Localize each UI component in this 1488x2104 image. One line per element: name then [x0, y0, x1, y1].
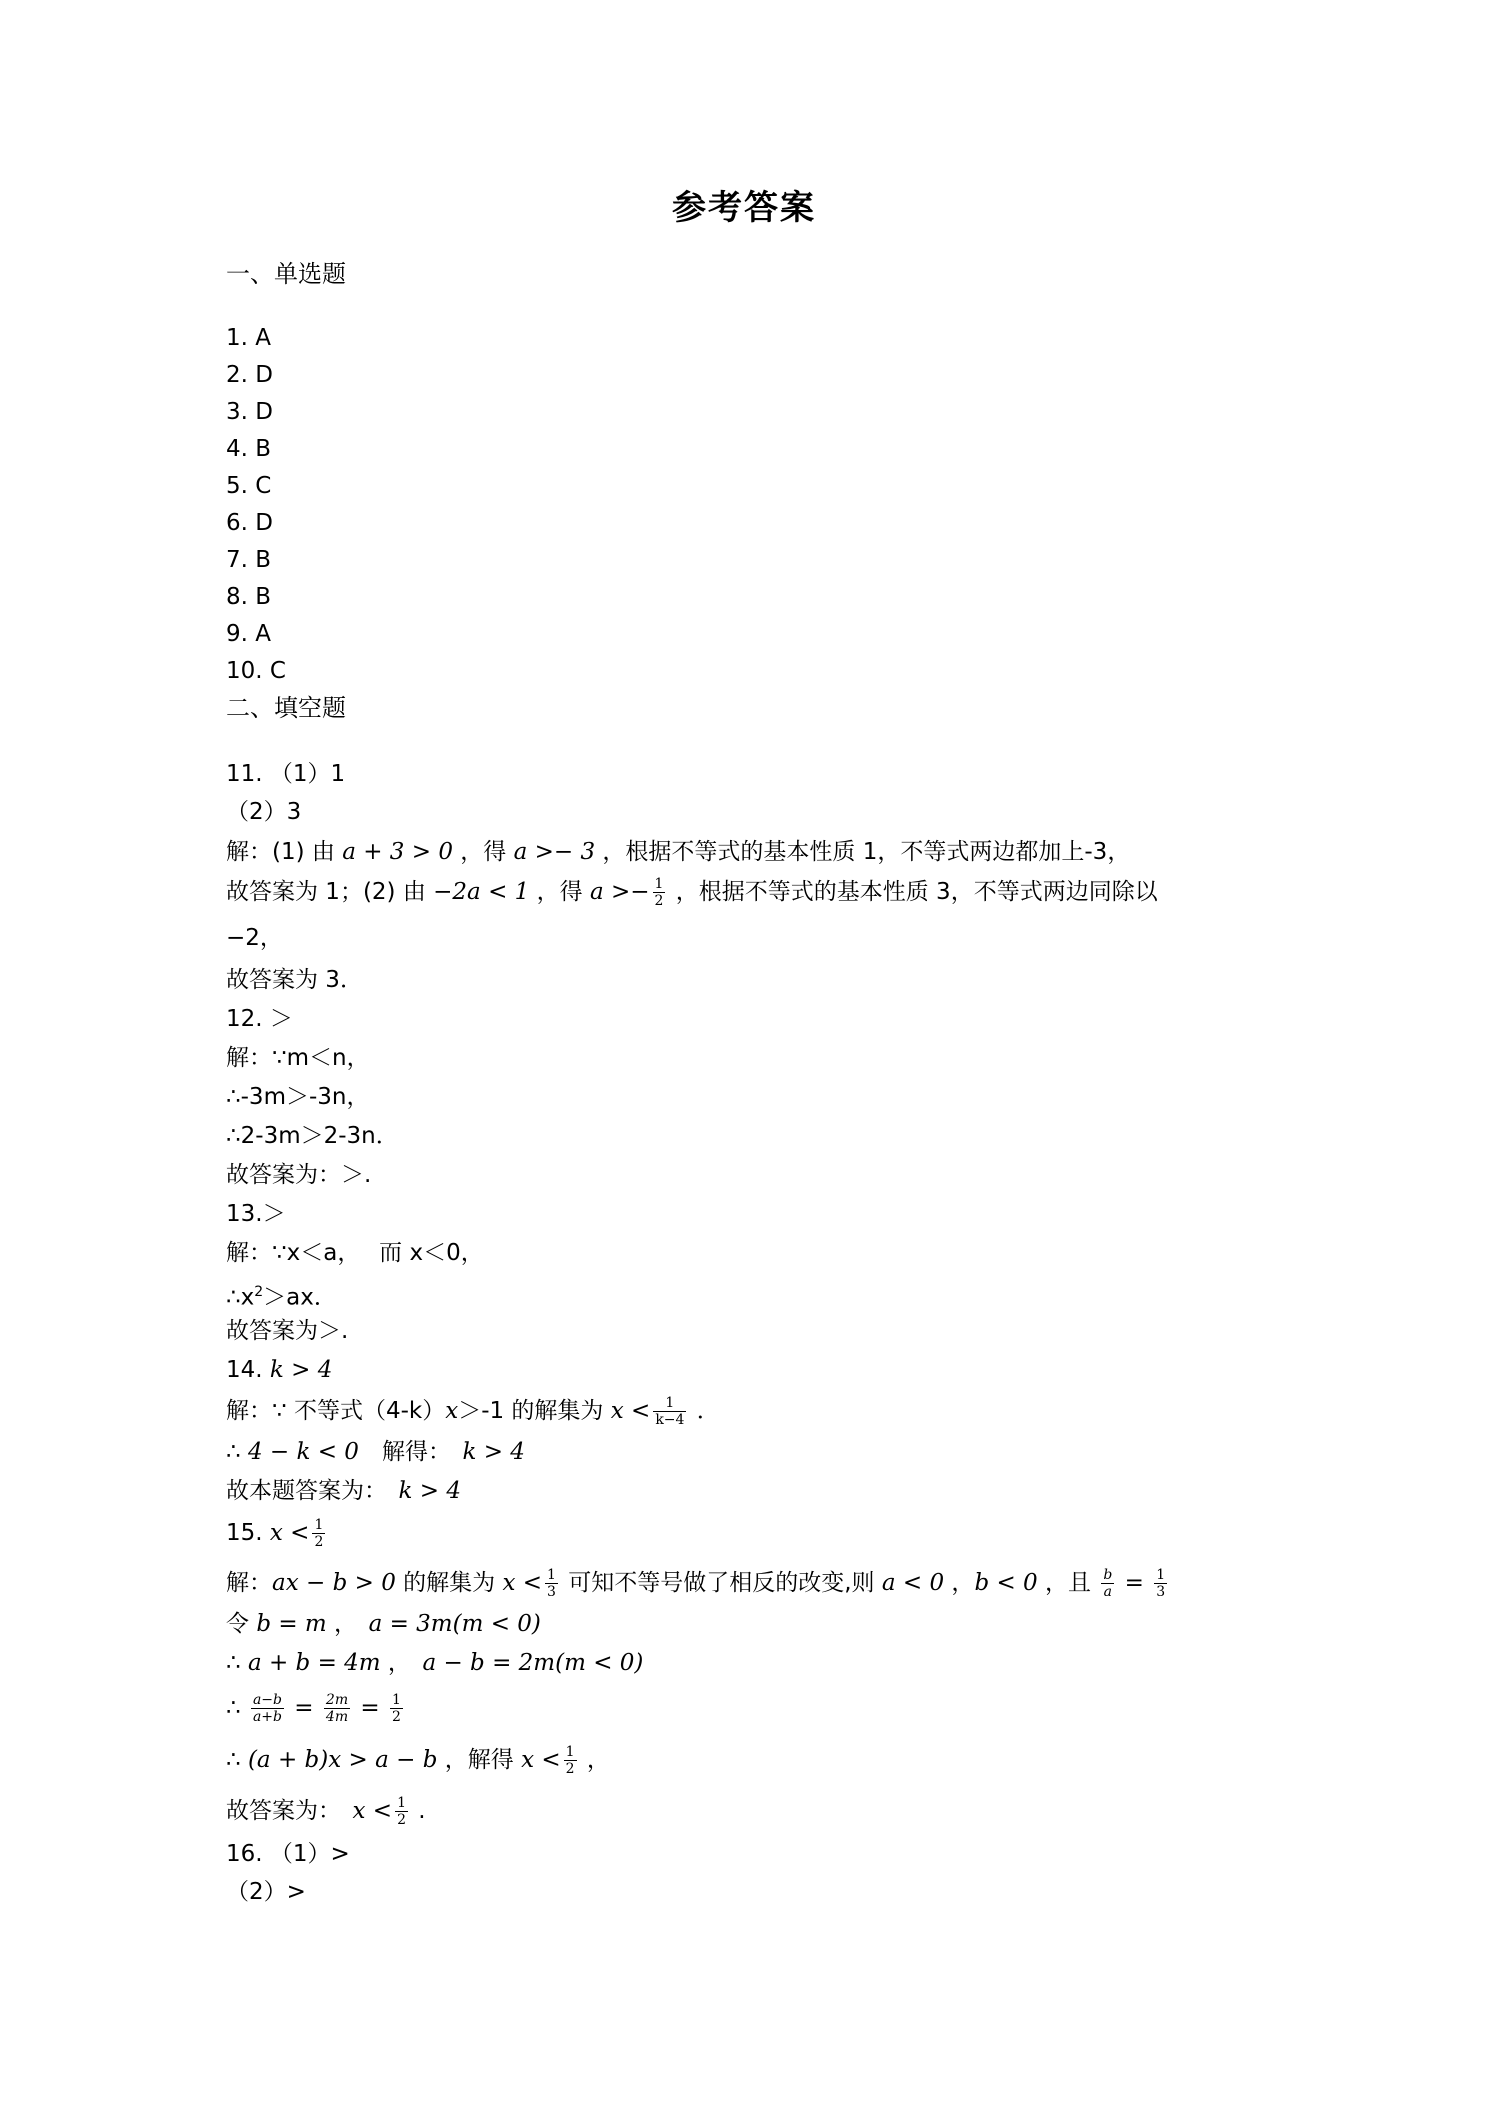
math-expression: −2a < 1 [433, 879, 530, 905]
math-expression: a + 3 > 0 [342, 839, 453, 865]
math-expression: a >− [589, 879, 650, 905]
math-expression: (a + b)x > a − b [247, 1747, 438, 1773]
q11-solution-line-2 [226, 874, 1158, 910]
fraction [251, 1692, 284, 1725]
math-expression: x < [502, 1570, 543, 1596]
answer-6: 6. D [226, 510, 273, 536]
fraction-denominator: a+b [252, 1709, 282, 1725]
text-run: 解：(1) 由 [226, 839, 343, 865]
text-run: 故答案为： [226, 1798, 353, 1824]
fraction [390, 1692, 403, 1725]
fraction [312, 1517, 325, 1550]
text-run: 解： [226, 1570, 272, 1596]
q15-answer [226, 1515, 328, 1551]
text-run: = [353, 1695, 387, 1721]
text-run: ，解得 [437, 1747, 522, 1773]
text-run: . [410, 1798, 426, 1824]
page-title: 参考答案 [672, 188, 816, 228]
fraction-numerator: 1 [397, 1795, 406, 1811]
text-run: ∴ [226, 1439, 248, 1465]
answer-3: 3. D [226, 399, 273, 425]
fraction [1154, 1567, 1167, 1600]
math-expression: x < [610, 1398, 651, 1424]
q15-solution-line-2 [226, 1606, 541, 1642]
text-run: ∴ [226, 1747, 248, 1773]
q15-solution-line-3 [226, 1645, 643, 1681]
math-expression: k > 4 [462, 1439, 525, 1465]
text-run: ， [380, 1650, 423, 1676]
fraction-denominator: 2 [392, 1709, 401, 1725]
fraction-denominator: k−4 [655, 1412, 685, 1428]
fraction-numerator: 1 [314, 1517, 324, 1533]
answer-4: 4. B [226, 436, 272, 462]
text-run: ，得 [452, 839, 514, 865]
q15-solution-line-6 [226, 1793, 426, 1829]
math-expression: ax − b > 0 [272, 1570, 396, 1596]
q11-answer-2: （2）3 [226, 799, 302, 825]
text-run: ，得 [529, 879, 590, 905]
q14-solution-line-2 [226, 1434, 525, 1470]
text-run: ，且 [1037, 1570, 1099, 1596]
fraction-denominator: 2 [565, 1761, 575, 1777]
q13-answer: 13.＞ [226, 1201, 286, 1227]
fraction-numerator: 1 [654, 876, 664, 892]
fraction-denominator: 2 [654, 893, 664, 909]
answer-9: 9. A [226, 621, 271, 647]
fraction-numerator: 1 [547, 1567, 556, 1583]
math-expression: x [445, 1398, 459, 1424]
fraction-numerator: 1 [1156, 1567, 1166, 1583]
fraction-denominator: 2 [397, 1812, 406, 1828]
answer-7: 7. B [226, 547, 272, 573]
text-run: = [287, 1695, 321, 1721]
answer-5: 5. C [226, 473, 272, 499]
section-single-choice: 一、单选题 [226, 260, 346, 288]
q15-solution-line-5 [226, 1742, 610, 1778]
fraction-numerator: 1 [653, 1395, 686, 1412]
q11-solution-line-4: 故答案为 3． [226, 967, 363, 993]
math-expression: a − b = 2m(m < 0) [422, 1650, 644, 1676]
fraction [545, 1567, 558, 1600]
q12-solution-line-4: 故答案为：＞. [226, 1162, 372, 1188]
q13-solution-line-1: 解：∵x＜a， 而 x＜0， [226, 1240, 484, 1266]
text-run: 解得： [358, 1439, 463, 1465]
text-run: ＞ax． [263, 1284, 337, 1311]
q11-solution-line-3: −2， [226, 925, 283, 951]
text-run: ＞-1 的解集为 [458, 1398, 611, 1424]
section-fill-blank: 二、填空题 [226, 694, 346, 722]
math-expression: k > 4 [398, 1478, 461, 1504]
fraction-numerator: 1 [565, 1744, 575, 1760]
math-expression: b < 0 [974, 1570, 1038, 1596]
fraction [324, 1692, 350, 1725]
text-run: 14. [226, 1357, 270, 1383]
q14-answer [226, 1352, 332, 1388]
math-expression: a = 3m(m < 0) [368, 1611, 541, 1637]
text-run: 故本题答案为： [226, 1478, 399, 1504]
q15-solution-line-1 [226, 1565, 1170, 1601]
answer-10: 10. C [226, 658, 286, 684]
fraction [1101, 1567, 1114, 1600]
fraction [564, 1744, 577, 1777]
q12-answer: 12. ＞ [226, 1006, 293, 1032]
math-expression: a < 0 [881, 1570, 945, 1596]
text-run: ，根据不等式的基本性质 1，不等式两边都加上-3， [595, 839, 1131, 865]
text-run: ． [689, 1398, 720, 1424]
answer-2: 2. D [226, 362, 273, 388]
q12-solution-line-2: ∴-3m＞-3n， [226, 1084, 370, 1110]
text-run: = [1117, 1570, 1152, 1596]
fraction-numerator: b [1103, 1567, 1113, 1583]
answer-8: 8. B [226, 584, 272, 610]
text-run: 的解集为 [395, 1570, 503, 1596]
q14-solution-line-1 [226, 1393, 720, 1429]
text-run: ， [326, 1611, 369, 1637]
math-expression: x < [352, 1798, 393, 1824]
q11-solution-line-1 [226, 834, 1130, 870]
text-run: ∴x [226, 1284, 255, 1311]
fraction-denominator: 4m [325, 1709, 349, 1725]
fraction [653, 1395, 686, 1428]
q16-answer-2: （2）> [226, 1879, 306, 1905]
text-run: ，根据不等式的基本性质 3，不等式两边同除以 [668, 879, 1158, 905]
math-expression: k > 4 [269, 1357, 333, 1383]
fraction-denominator: 3 [1156, 1584, 1166, 1600]
text-run: 可知不等号做了相反的改变,则 [560, 1570, 882, 1596]
fraction-denominator: a [1103, 1584, 1112, 1600]
text-run: ∴ [226, 1650, 248, 1676]
fraction [653, 876, 666, 909]
q12-solution-line-3: ∴2-3m＞2-3n． [226, 1123, 399, 1149]
answer-1: 1. A [226, 325, 271, 351]
q15-solution-line-4 [226, 1690, 406, 1726]
q12-solution-line-1: 解：∵m＜n， [226, 1045, 370, 1071]
q13-solution-line-2 [226, 1274, 337, 1310]
fraction-numerator: a−b [252, 1692, 282, 1708]
q16-answer-1: 16. （1）> [226, 1841, 350, 1867]
math-expression: b = m [256, 1611, 327, 1637]
superscript: 2 [254, 1284, 264, 1300]
math-expression: 4 − k < 0 [247, 1439, 359, 1465]
fraction-denominator: 2 [314, 1534, 324, 1550]
text-run: 故答案为 1；(2) 由 [226, 879, 434, 905]
math-expression: a >− 3 [513, 839, 596, 865]
q14-solution-line-3 [226, 1473, 461, 1509]
q11-answer-1: 11. （1）1 [226, 761, 346, 787]
text-run: ∴ [226, 1695, 248, 1721]
q13-solution-line-3: 故答案为＞. [226, 1318, 349, 1344]
fraction-numerator: 1 [392, 1692, 401, 1708]
math-expression: x < [269, 1520, 310, 1546]
text-run: 15. [226, 1520, 270, 1546]
fraction-denominator: 3 [547, 1584, 556, 1600]
text-run: ， [944, 1570, 975, 1596]
fraction [395, 1795, 408, 1828]
text-run: ， [579, 1747, 610, 1773]
text-run: 令 [226, 1611, 257, 1637]
fraction-numerator: 2m [325, 1692, 349, 1708]
math-expression: a + b = 4m [247, 1650, 381, 1676]
text-run: 解：∵ 不等式（4-k） [226, 1398, 446, 1424]
math-expression: x < [521, 1747, 561, 1773]
